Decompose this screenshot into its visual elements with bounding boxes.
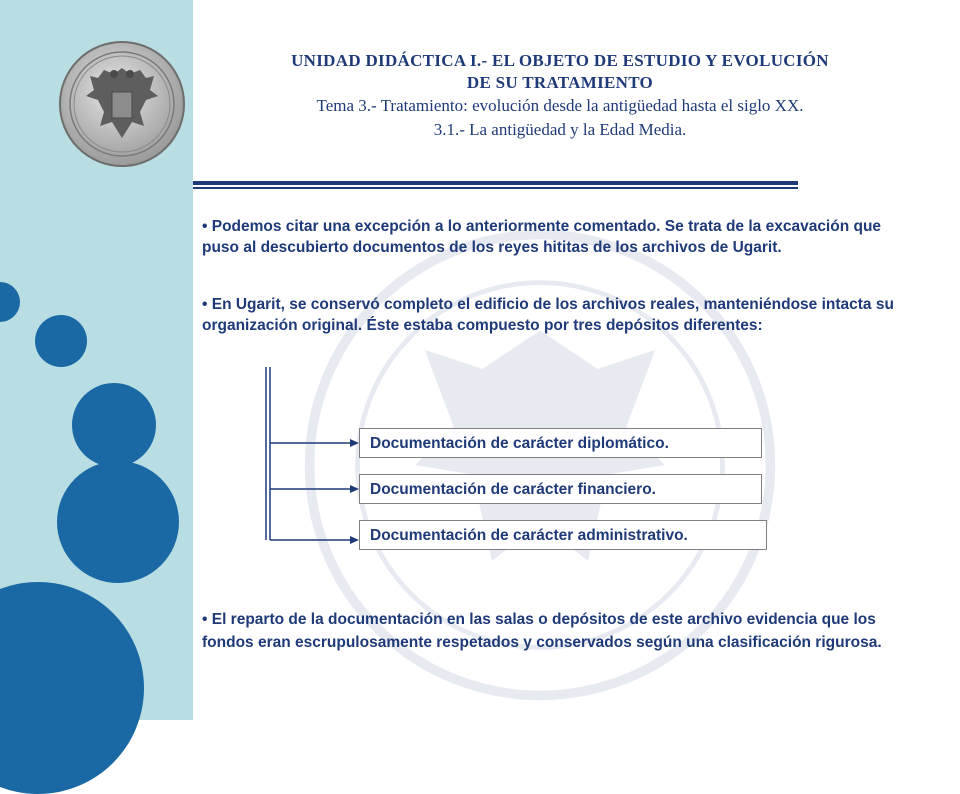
deposit-box-financial: Documentación de carácter financiero. (359, 474, 762, 504)
unit-title-line1: UNIDAD DIDÁCTICA I.- EL OBJETO DE ESTUDIO Y EVOLUCIÓN (291, 51, 829, 70)
topic-title: Tema 3.- Tratamiento: evolución desde la antigüedad hasta el siglo XX. (316, 96, 804, 115)
bullet-paragraph-3: • El reparto de la documentación en las salas o depósitos de este archivo evidencia que los fondos eran escrupulosamente respetados y conservados según una clasificación rigurosa. (202, 611, 882, 651)
subtopic-title: 3.1.- La antigüedad y la Edad Media. (433, 120, 687, 139)
unit-title-line2: DE SU TRATAMIENTO (466, 73, 654, 92)
bullet-paragraph-1: • Podemos citar una excepción a lo anteriormente comentado. Se trata de la excavación que puso al descubierto documentos de los reyes hititas de los archivos de Ugarit. (202, 218, 882, 256)
bullet-block-3 (202, 608, 922, 654)
deposit-box-diplomatic: Documentación de carácter diplomático. (359, 428, 762, 458)
bullet-paragraph-2: • En Ugarit, se conservó completo el edificio de los archivos reales, manteniéndose intacta su organización original. Éste estaba compuesto por tres depósitos diferentes: (202, 296, 894, 334)
deposit-box-administrative: Documentación de carácter administrativo. (359, 520, 767, 550)
